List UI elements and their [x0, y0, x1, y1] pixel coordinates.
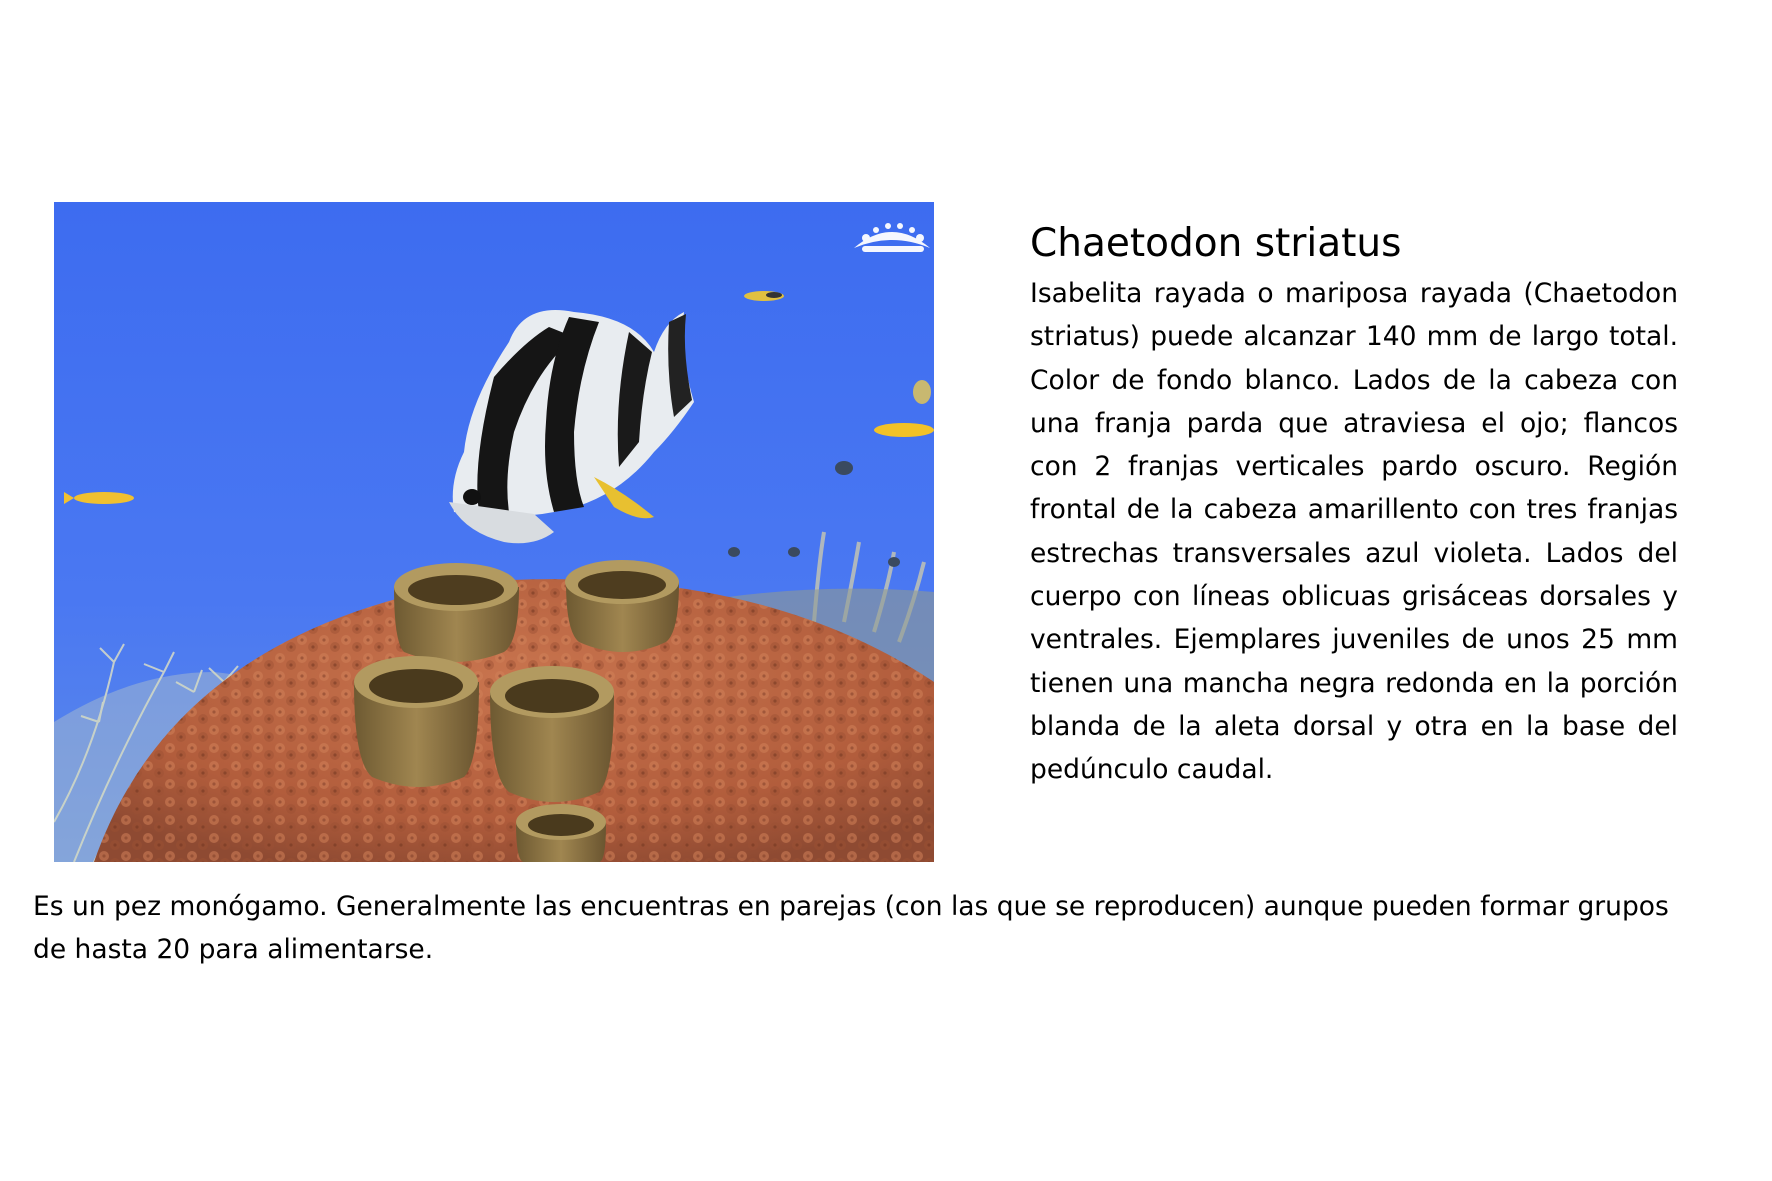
- behavior-note: Es un pez monógamo. Generalmente las encuentras en parejas (con las que se reproducen) aunque pueden formar grupos de hasta 20 para alimentarse.: [33, 891, 1669, 965]
- fish-photo: [54, 202, 934, 862]
- species-description: Isabelita rayada o mariposa rayada (Chaetodon striatus) puede alcanzar 140 mm de largo total. Color de fondo blanco. Lados de la cabeza con una franja parda que atraviesa el ojo; flancos con 2 franjas verticales pardo oscuro. Región frontal de la cabeza amarillento con tres franjas estrechas transversales azul violeta. Lados del cuerpo con líneas oblicuas grisáceas dorsales y ventrales. Ejemplares juveniles de unos 25 mm tienen una mancha negra redonda en la porción blanda de la aleta dorsal y otra en la base del pedúnculo caudal.: [1030, 278, 1678, 786]
- species-title: Chaetodon striatus: [1030, 221, 1402, 266]
